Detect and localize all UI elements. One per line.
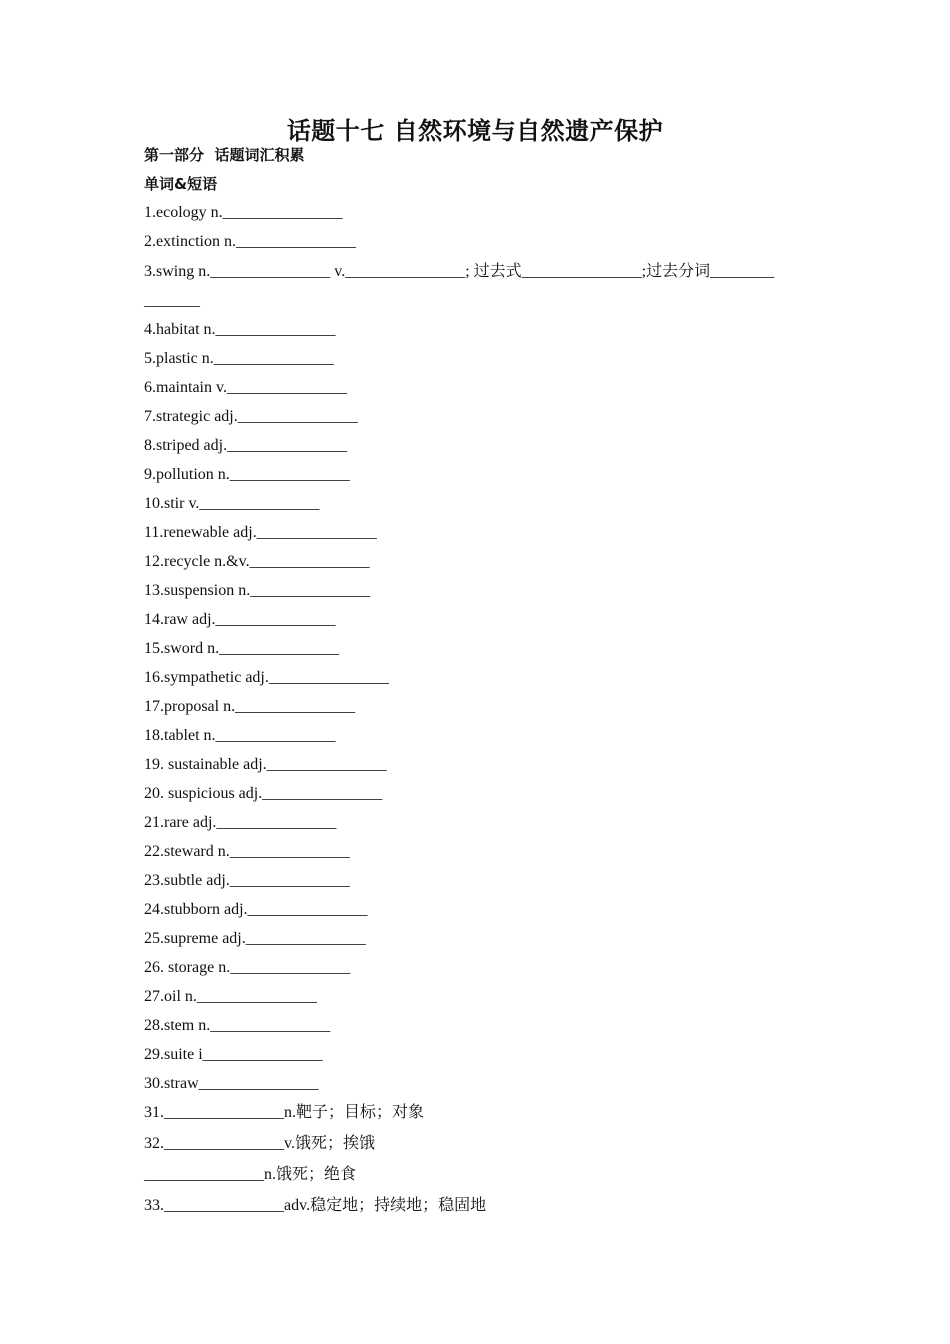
vocab-item-29: 29.suite i_______________ — [144, 1046, 323, 1063]
vocab-item-23: 23.subtle adj._______________ — [144, 872, 350, 889]
vocab-item-9: 9.pollution n._______________ — [144, 466, 350, 483]
vocab-item-28: 28.stem n._______________ — [144, 1017, 331, 1034]
vocab-item-24: 24.stubborn adj._______________ — [144, 901, 368, 918]
vocab-item-12: 12.recycle n.&v._______________ — [144, 553, 370, 570]
vocab-item-32: 32._______________v.饿死；挨饿 — [144, 1135, 375, 1152]
vocab-item-3-continued: _______ — [144, 292, 200, 309]
vocab-item-30: 30.straw_______________ — [144, 1075, 319, 1092]
vocab-item-22: 22.steward n._______________ — [144, 843, 350, 860]
vocab-item-10: 10.stir v._______________ — [144, 495, 320, 512]
vocab-item-13: 13.suspension n._______________ — [144, 582, 371, 599]
vocab-item-15: 15.sword n._______________ — [144, 640, 340, 657]
vocab-item-6: 6.maintain v._______________ — [144, 379, 347, 396]
vocab-item-3: 3.swing n._______________ v._______________; 过去式_______________;过去分词________ — [144, 263, 775, 280]
vocab-item-18: 18.tablet n._______________ — [144, 727, 336, 744]
vocab-item-4: 4.habitat n._______________ — [144, 321, 336, 338]
vocab-item-19: 19. sustainable adj._______________ — [144, 756, 387, 773]
vocab-item-11: 11.renewable adj._______________ — [144, 524, 377, 541]
vocab-item-31: 31._______________n.靶子；目标；对象 — [144, 1104, 425, 1121]
subsection-heading: 单词&短语 — [144, 175, 218, 193]
vocab-item-27: 27.oil n._______________ — [144, 988, 317, 1005]
vocab-item-8: 8.striped adj._______________ — [144, 437, 348, 454]
vocab-item-25: 25.supreme adj._______________ — [144, 930, 366, 947]
vocab-item-2: 2.extinction n._______________ — [144, 233, 356, 250]
section-heading: 第一部分 话题词汇积累 — [144, 146, 305, 164]
vocab-item-16: 16.sympathetic adj._______________ — [144, 669, 389, 686]
vocab-item-26: 26. storage n._______________ — [144, 959, 351, 976]
vocab-item-32-continued: _______________n.饿死；绝食 — [144, 1166, 357, 1183]
vocab-item-5: 5.plastic n._______________ — [144, 350, 334, 367]
vocab-item-14: 14.raw adj._______________ — [144, 611, 336, 628]
vocab-item-20: 20. suspicious adj._______________ — [144, 785, 383, 802]
document-title: 话题十七 自然环境与自然遗产保护 — [286, 117, 664, 145]
vocab-item-17: 17.proposal n._______________ — [144, 698, 356, 715]
vocab-item-7: 7.strategic adj._______________ — [144, 408, 358, 425]
vocab-item-1: 1.ecology n._______________ — [144, 204, 343, 221]
vocab-item-21: 21.rare adj._______________ — [144, 814, 337, 831]
vocab-item-33: 33._______________adv.稳定地；持续地；稳固地 — [144, 1197, 487, 1214]
